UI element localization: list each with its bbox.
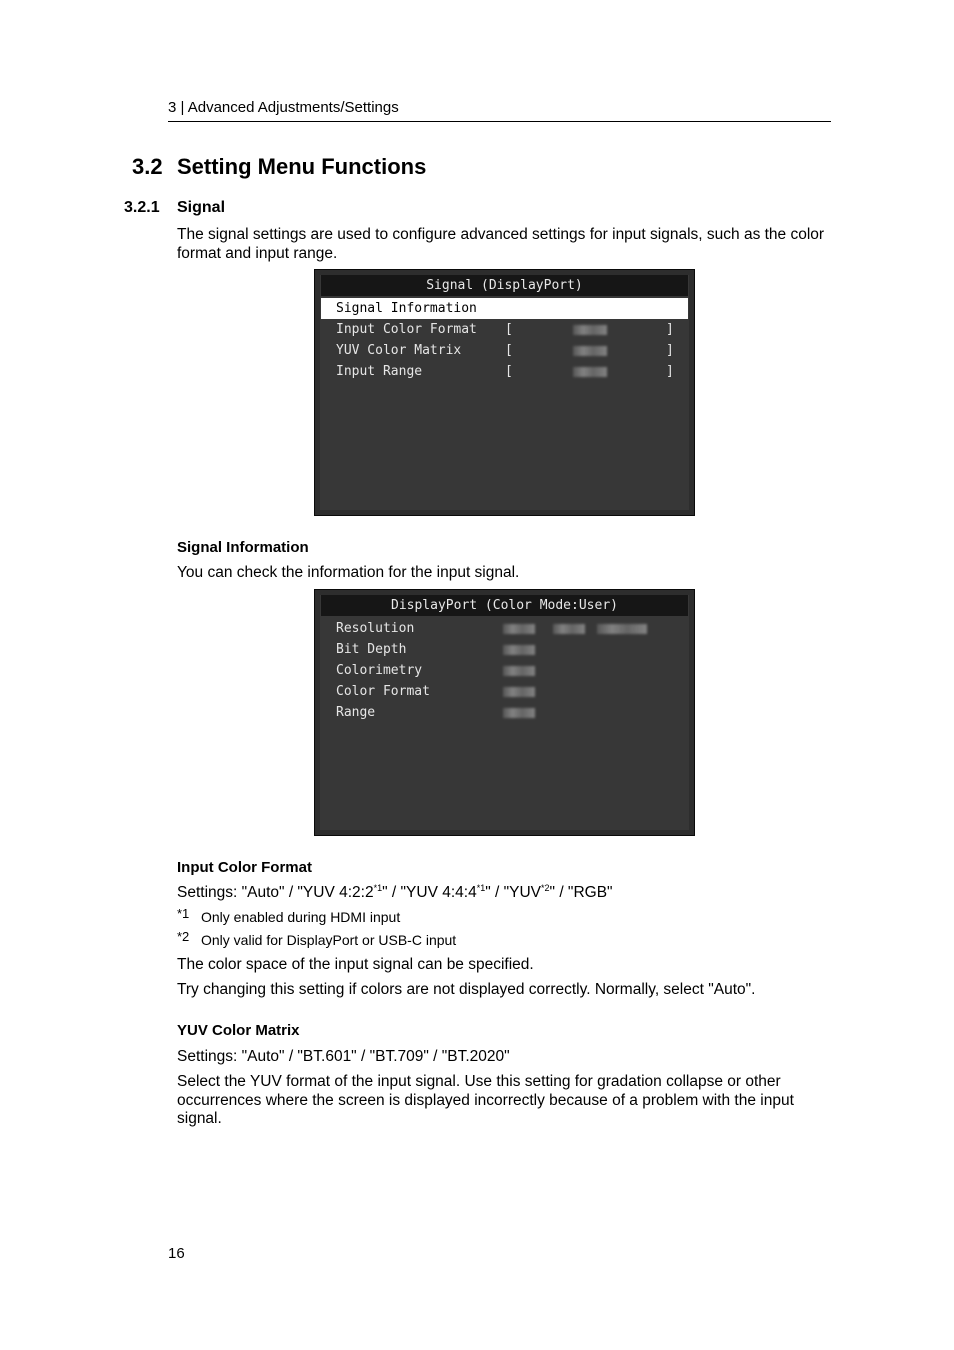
osd-item-label: Input Color Format	[336, 322, 477, 337]
blurred-value	[503, 666, 535, 676]
settings-text: " / "YUV 4:4:4	[382, 884, 477, 901]
osd-info-row-range	[321, 702, 688, 723]
bracket-close: ]	[666, 343, 674, 358]
section-title: Setting Menu Functions	[177, 154, 427, 179]
blurred-value	[503, 708, 535, 718]
subsection-title: Signal	[177, 199, 226, 216]
bracket-close: ]	[666, 322, 674, 337]
header-rule	[168, 121, 831, 122]
bracket-open: [	[505, 343, 513, 358]
footnote-1	[177, 906, 401, 925]
footnote-ref: *2	[541, 883, 550, 893]
osd-info-row-resolution	[321, 618, 688, 639]
footnote-ref: *1	[476, 883, 486, 893]
blurred-value	[573, 346, 607, 356]
input-color-format-desc1: The color space of the input signal can be specified.	[177, 956, 534, 973]
osd-item-yuv-color-matrix[interactable]	[321, 340, 688, 361]
osd-item-label: YUV Color Matrix	[336, 343, 462, 358]
osd-item-signal-information[interactable]	[321, 298, 688, 319]
bracket-open: [	[505, 322, 513, 337]
osd-signal-information	[314, 589, 695, 836]
blurred-value	[503, 624, 535, 634]
osd-info-row-colorimetry	[321, 660, 688, 681]
osd-info-label: Bit Depth	[336, 642, 407, 657]
osd-info-label: Resolution	[336, 621, 415, 636]
footnote-mark: *1	[177, 906, 190, 921]
footnote-mark: *2	[177, 929, 190, 944]
blurred-value	[573, 325, 607, 335]
osd-info-row-color-format	[321, 681, 688, 702]
settings-text: " / "RGB"	[549, 884, 613, 901]
osd-title: DisplayPort (Color Mode:User)	[321, 595, 688, 616]
footnote-text: Only enabled during HDMI input	[201, 909, 401, 925]
bracket-open: [	[505, 364, 513, 379]
yuv-color-matrix-settings: Settings: "Auto" / "BT.601" / "BT.709" / "BT.2020"	[177, 1048, 510, 1065]
osd-info-label: Range	[336, 705, 376, 720]
subsection-intro: The signal settings are used to configure advanced settings for input signals, such as the color format and input range.	[177, 226, 825, 262]
osd-item-input-range[interactable]	[321, 361, 688, 382]
input-color-format-settings	[177, 884, 827, 903]
subsection-number: 3.2.1	[124, 199, 160, 216]
input-color-format-heading: Input Color Format	[177, 859, 312, 876]
osd-item-label: Input Range	[336, 364, 423, 379]
osd-signal-menu	[314, 269, 695, 516]
yuv-color-matrix-desc: Select the YUV format of the input signal. Use this setting for gradation collapse or other occurrences where the screen is displayed incorrectly because of a problem with the input signal.	[177, 1073, 794, 1127]
footnote-text: Only valid for DisplayPort or USB-C input	[201, 932, 457, 948]
section-heading	[132, 154, 426, 180]
osd-info-label: Color Format	[336, 684, 430, 699]
blurred-value	[573, 367, 607, 377]
blurred-value	[553, 624, 585, 634]
bracket-close: ]	[666, 364, 674, 379]
input-color-format-desc2: Try changing this setting if colors are not displayed correctly. Normally, select "Auto".	[177, 981, 756, 998]
blurred-value	[503, 687, 535, 697]
signal-information-heading: Signal Information	[177, 539, 309, 556]
blurred-value	[597, 624, 647, 634]
osd-item-label: Signal Information	[336, 301, 477, 316]
section-number: 3.2	[132, 154, 163, 179]
footnote-2	[177, 929, 457, 948]
osd-info-row-bit-depth	[321, 639, 688, 660]
yuv-color-matrix-heading: YUV Color Matrix	[177, 1022, 300, 1039]
settings-text: " / "YUV	[485, 884, 541, 901]
footnote-ref: *1	[373, 883, 383, 893]
subsection-heading	[124, 199, 225, 217]
page-number: 16	[168, 1245, 185, 1262]
osd-info-label: Colorimetry	[336, 663, 423, 678]
running-header: 3 | Advanced Adjustments/Settings	[168, 99, 399, 116]
signal-information-text: You can check the information for the input signal.	[177, 564, 520, 581]
osd-title: Signal (DisplayPort)	[321, 275, 688, 296]
blurred-value	[503, 645, 535, 655]
osd-item-input-color-format[interactable]	[321, 319, 688, 340]
settings-text: Settings: "Auto" / "YUV 4:2:2	[177, 884, 374, 901]
